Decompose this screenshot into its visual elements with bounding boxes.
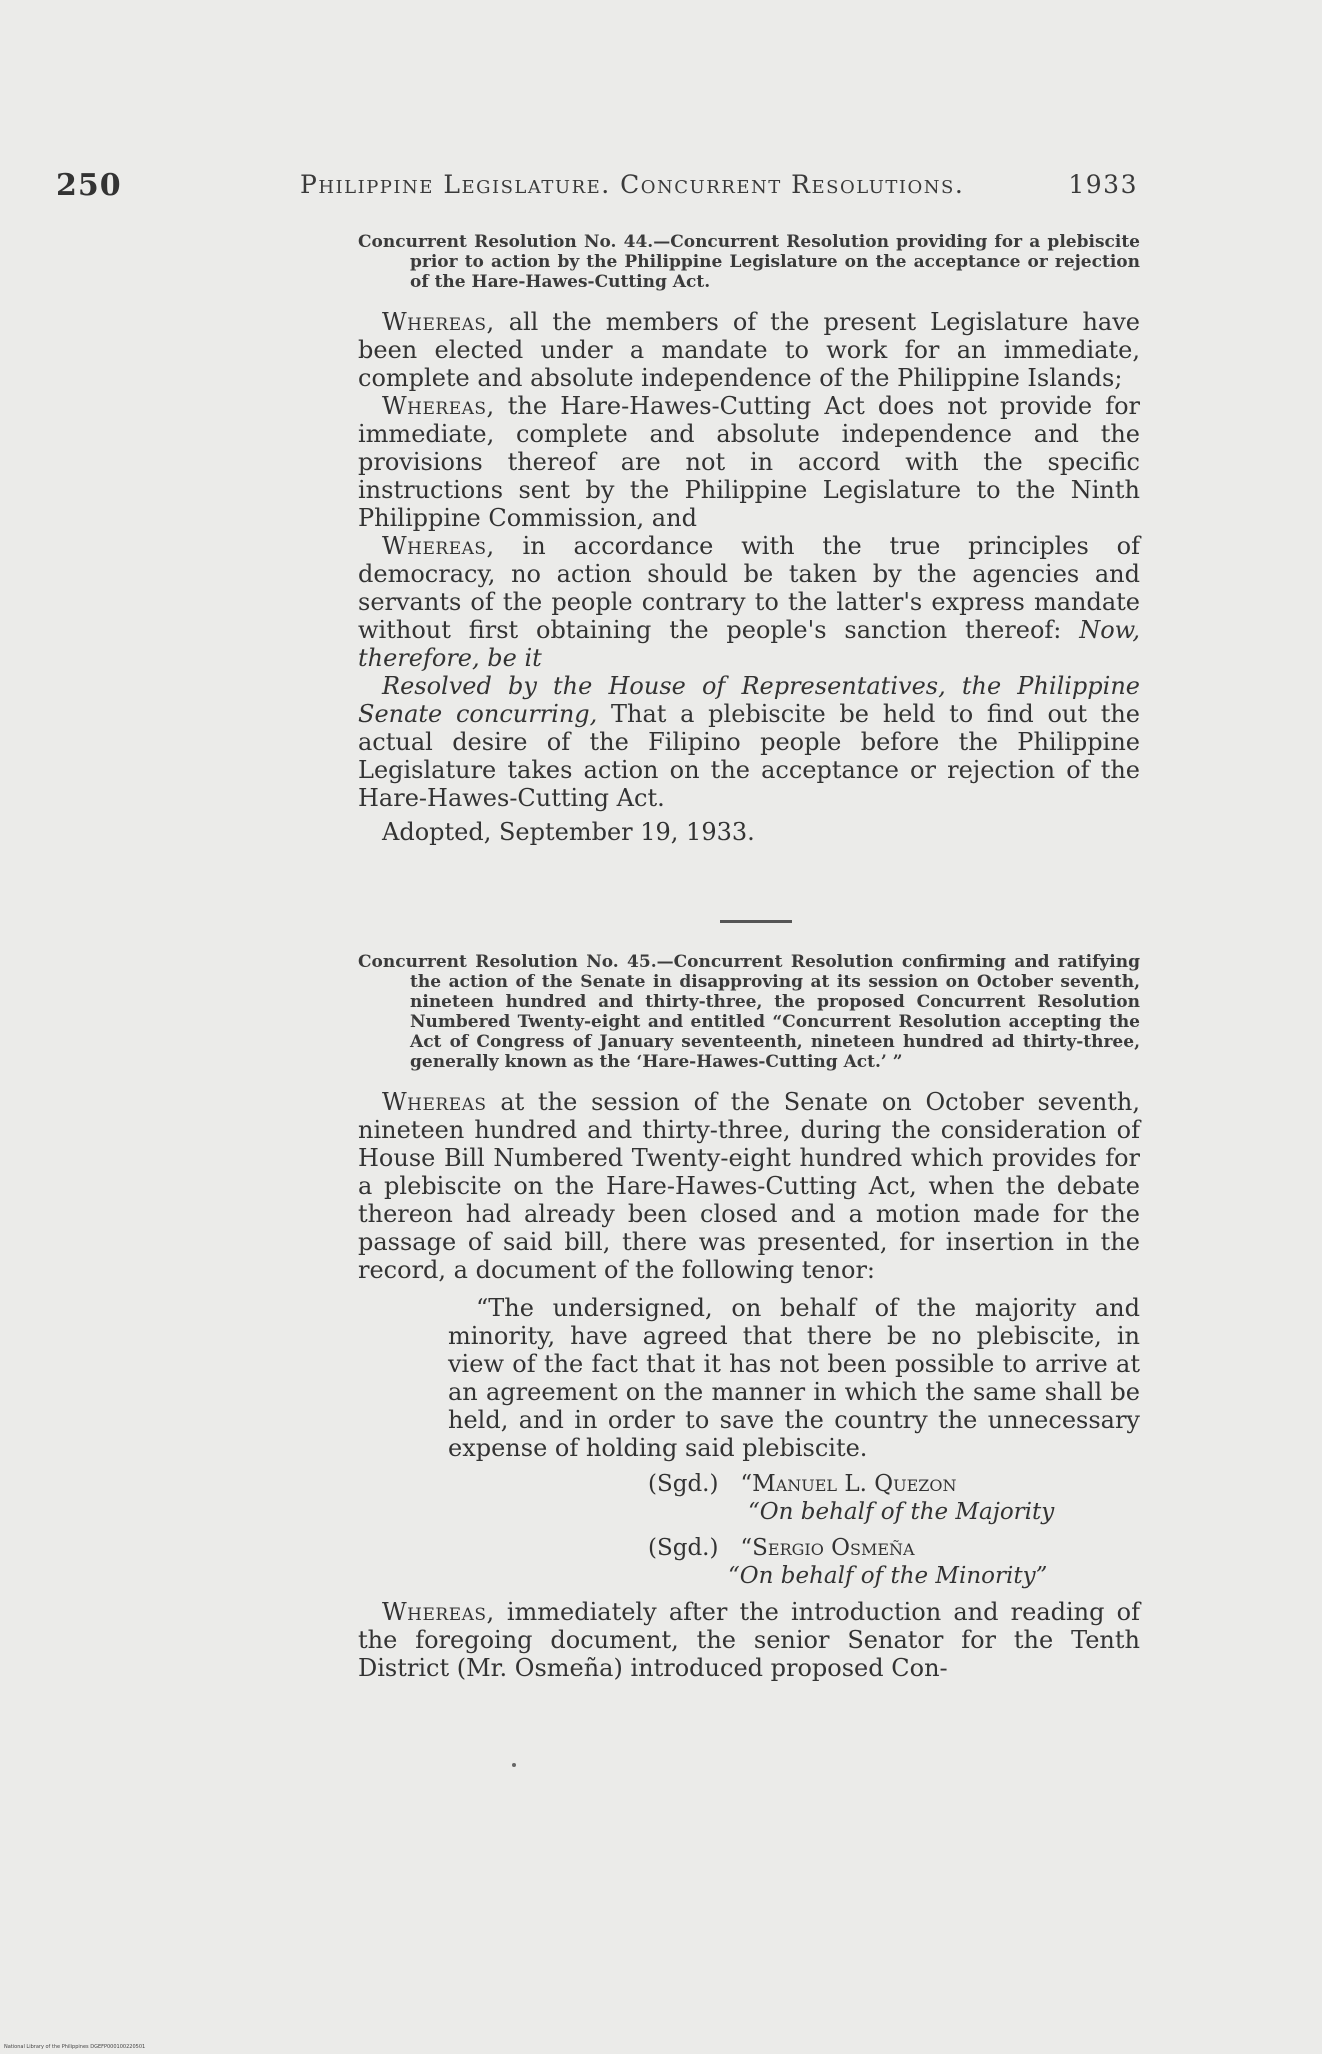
resolution-44-heading: Concurrent Resolution No. 44.—Concurrent Resolution providing for a plebiscite prior to action by the Philippine Legislature on the acceptance or rejection of the Hare-Hawes-Cutting Act. — [358, 232, 1140, 292]
running-head-title: Philippine Legislature. Concurrent Resolutions. — [300, 170, 965, 199]
signature-minority — [648, 1534, 1140, 1590]
now-therefore: Now, therefore, be it — [358, 616, 1140, 672]
signatory-name: “Manuel L. Quezon — [740, 1471, 957, 1497]
resolution-44 — [358, 232, 1140, 846]
sgd-label: (Sgd.) — [648, 1471, 719, 1497]
whereas-text: the Hare-Hawes-Cutting Act does not provide for immediate, complete and absolute independence and the provisions thereof are not in accord with the specific instructions sent by the Philippine Legislature to the Ninth Philippine Commission, and — [358, 392, 1140, 532]
resolution-44-whereas-3 — [358, 532, 1140, 672]
signatory-role: “On behalf of the Majority — [748, 1499, 1055, 1525]
resolution-45-heading: Concurrent Resolution No. 45.—Concurrent Resolution confirming and ratifying the action of the Senate in disapproving at its session on October seventh, nineteen hundred and thirty-three, the proposed Concurrent Resolution Numbered Twenty-eight and entitled “Concurrent Resolution accepting the Act of Congress of January seventeenth, nineteen hundred ad thirty-three, generally known as the ‘Hare-Hawes-Cutting Act.’ ” — [358, 952, 1140, 1072]
resolution-45-whereas-2 — [358, 1598, 1140, 1682]
whereas-lead: Whereas, — [382, 308, 495, 336]
whereas-lead: Whereas — [382, 1088, 487, 1116]
print-mark — [512, 1763, 516, 1767]
running-head — [300, 170, 1138, 199]
resolved-clause: Resolved by the House of Representatives, the Philippine Senate concurring, — [358, 672, 1140, 728]
whereas-lead: Whereas, — [382, 392, 495, 420]
signature-majority — [648, 1470, 1140, 1526]
resolution-44-whereas-1 — [358, 308, 1140, 392]
whereas-text: at the session of the Senate on October seventh, nineteen hundred and thirty-three, during the consideration of House Bill Numbered Twenty-eight hundred which provides for a plebiscite on the Hare-Hawes-Cutting Act, when the debate thereon had already been closed and a motion made for the passage of said bill, there was presented, for insertion in the record, a document of the following tenor: — [358, 1088, 1140, 1284]
resolution-44-adopted: Adopted, September 19, 1933. — [382, 818, 755, 846]
resolution-45-whereas-1 — [358, 1088, 1140, 1284]
scan-footer: National Library of the Philippines DGEFP000100220501 — [4, 2044, 146, 2050]
quoted-document: “The undersigned, on behalf of the majority and minority, have agreed that there be no plebiscite, in view of the fact that it has not been possible to arrive at an agreement on the manner in which the same shall be held, and in order to save the country the unnecessary expense of holding said plebiscite. — [448, 1294, 1140, 1462]
resolution-44-resolved — [358, 672, 1140, 812]
whereas-lead: Whereas, — [382, 1598, 495, 1626]
whereas-text: in accordance with the true principles of democracy, no action should be taken by the agencies and servants of the people contrary to the latter's express mandate without first obtaining the people's sanction thereof: — [358, 532, 1140, 644]
sgd-label: (Sgd.) — [648, 1535, 719, 1561]
section-divider — [720, 920, 792, 923]
signatory-name: “Sergio Osmeña — [740, 1535, 915, 1561]
resolution-45 — [358, 952, 1140, 1682]
whereas-text: immediately after the introduction and reading of the foregoing document, the senior Senator for the Tenth District (Mr. Osmeña) introduced proposed Con- — [358, 1598, 1140, 1682]
whereas-lead: Whereas, — [382, 532, 495, 560]
resolution-44-whereas-2 — [358, 392, 1140, 532]
page-number: 250 — [56, 168, 122, 203]
running-head-year: 1933 — [1068, 170, 1138, 199]
signatory-role: “On behalf of the Minority” — [728, 1563, 1048, 1589]
resolved-text: That a plebiscite be held to find out the actual desire of the Filipino people before the Philippine Legislature takes action on the acceptance or rejection of the Hare-Hawes-Cutting Act. — [358, 700, 1141, 812]
whereas-text: all the members of the present Legislature have been elected under a mandate to work for an immediate, complete and absolute independence of the Philippine Islands; — [358, 308, 1140, 392]
